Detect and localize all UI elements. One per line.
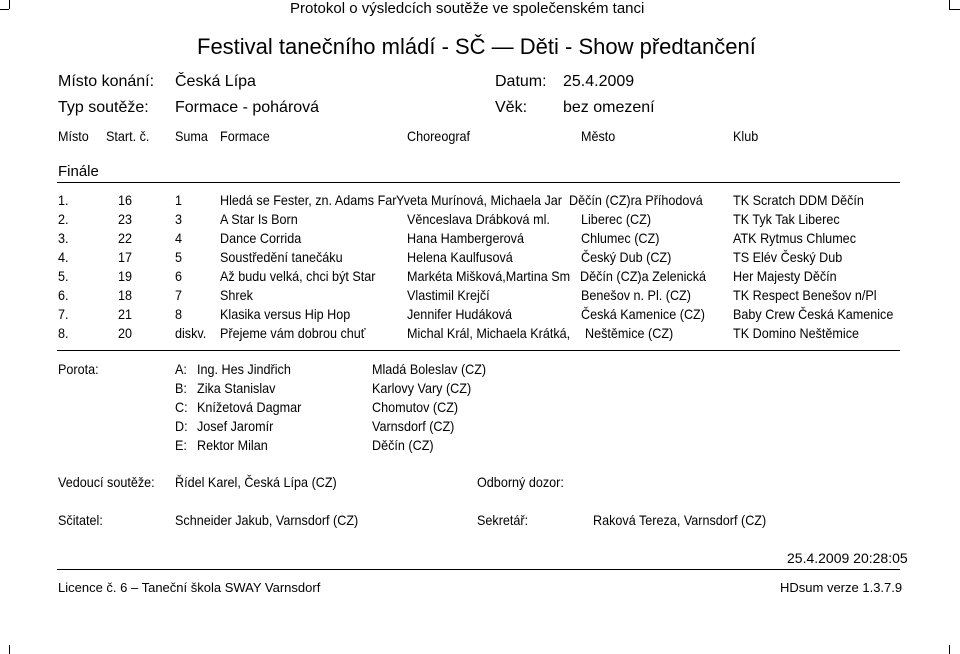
column-header-club: Klub <box>733 128 759 144</box>
cell-place: 2. <box>58 211 69 227</box>
secretary-label: Sekretář: <box>477 512 529 528</box>
divider-footer <box>57 569 900 570</box>
counter-label: Sčitatel: <box>58 512 103 528</box>
column-header-city: Město <box>581 128 616 144</box>
judge-name: Knížetová Dagmar <box>197 399 302 415</box>
judge-letter: D: <box>175 418 188 434</box>
table-row <box>0 306 960 324</box>
cell-choreographer: Hana Hambergerová <box>407 230 524 246</box>
cell-city: Benešov n. Pl. (CZ) <box>581 287 691 303</box>
cell-formation: Dance Corrida <box>220 230 302 246</box>
table-row <box>0 211 960 229</box>
cell-club: TK Scratch DDM Děčín <box>733 192 864 208</box>
list-item <box>0 418 960 437</box>
cell-choreographer: Jennifer Hudáková <box>407 306 513 322</box>
column-header-start: Start. č. <box>106 128 150 144</box>
cell-choreographer: Michal Král, Michaela Krátká, <box>407 325 571 341</box>
list-item <box>0 361 960 380</box>
cell-choreographer: Yveta Murínová, Michaela Jar <box>396 192 562 208</box>
cell-club: TK Domino Neštěmice <box>733 325 860 341</box>
table-row <box>0 325 960 343</box>
column-header-sum: Suma <box>175 128 208 144</box>
counter-value: Schneider Jakub, Varnsdorf (CZ) <box>175 512 359 528</box>
cell-place: 6. <box>58 287 69 303</box>
table-row <box>0 230 960 248</box>
cell-place: 3. <box>58 230 69 246</box>
page-title: Festival tanečního mládí - SČ — Děti - Show předtančení <box>197 34 756 59</box>
divider-results-bottom <box>57 350 900 351</box>
cell-start: 20 <box>118 325 133 341</box>
judge-name: Zika Stanislav <box>197 380 276 396</box>
table-row <box>0 192 960 210</box>
venue-label: Místo konání: <box>58 73 155 90</box>
cell-club: TK Tyk Tak Liberec <box>733 211 840 227</box>
list-item <box>0 437 960 456</box>
cell-sum: 5 <box>175 249 183 265</box>
cell-club: TK Respect Benešov n/Pl <box>733 287 877 303</box>
cell-formation: Shrek <box>220 287 253 303</box>
expert-label: Odborný dozor: <box>477 474 564 490</box>
cell-sum: 6 <box>175 268 183 284</box>
table-row <box>0 287 960 305</box>
cell-place: 1. <box>58 192 69 208</box>
corner-mark-left-h <box>0 9 9 10</box>
cell-club: Her Majesty Děčín <box>733 268 837 284</box>
results-table <box>0 192 960 344</box>
cell-city: Chlumec (CZ) <box>581 230 660 246</box>
judge-name: Ing. Hes Jindřich <box>197 361 291 377</box>
cell-start: 18 <box>118 287 133 303</box>
venue-value: Česká Lípa <box>175 73 256 90</box>
age-value: bez omezení <box>563 99 655 116</box>
judge-city: Karlovy Vary (CZ) <box>372 380 472 396</box>
list-item <box>0 399 960 418</box>
type-label: Typ soutěže: <box>58 99 149 116</box>
cell-start: 22 <box>118 230 133 246</box>
secretary-value: Raková Tereza, Varnsdorf (CZ) <box>593 512 767 528</box>
judge-name: Rektor Milan <box>197 437 268 453</box>
cell-choreographer: Věnceslava Drábková ml. <box>407 211 550 227</box>
cell-formation: Přejeme vám dobrou chuť <box>220 325 366 341</box>
cell-place: 4. <box>58 249 69 265</box>
list-item <box>0 380 960 399</box>
cell-start: 21 <box>118 306 133 322</box>
cell-city: Děčín (CZ)ra Příhodová <box>569 192 703 208</box>
protocol-heading: Protokol o výsledcích soutěže ve společenském tanci <box>290 0 645 17</box>
corner-mark-bottom-right <box>949 645 950 654</box>
cell-sum: diskv. <box>175 325 207 341</box>
column-header-choreographer: Choreograf <box>407 128 471 144</box>
judge-city: Děčín (CZ) <box>372 437 434 453</box>
cell-place: 8. <box>58 325 69 341</box>
cell-formation: Až budu velká, chci být Star <box>220 268 376 284</box>
cell-formation: A Star Is Born <box>220 211 298 227</box>
section-title-final: Finále <box>58 163 99 180</box>
cell-city: Liberec (CZ) <box>581 211 652 227</box>
jury-list <box>0 361 960 456</box>
print-timestamp: 25.4.2009 20:28:05 <box>787 550 908 566</box>
cell-sum: 4 <box>175 230 183 246</box>
leader-label: Vedoucí soutěže: <box>58 474 155 490</box>
date-label: Datum: <box>495 73 547 90</box>
cell-sum: 3 <box>175 211 183 227</box>
corner-mark-right-h <box>949 9 960 10</box>
corner-mark-left <box>9 0 10 9</box>
judge-name: Josef Jaromír <box>197 418 274 434</box>
type-value: Formace - pohárová <box>175 99 320 116</box>
judge-city: Chomutov (CZ) <box>372 399 459 415</box>
cell-place: 5. <box>58 268 69 284</box>
cell-formation: Klasika versus Hip Hop <box>220 306 351 322</box>
corner-mark-bottom-left <box>9 645 10 654</box>
cell-choreographer: Vlastimil Krejčí <box>407 287 490 303</box>
judge-letter: E: <box>175 437 187 453</box>
cell-sum: 8 <box>175 306 183 322</box>
judge-letter: B: <box>175 380 187 396</box>
table-row <box>0 268 960 286</box>
cell-sum: 1 <box>175 192 183 208</box>
divider-results-top <box>57 182 900 183</box>
cell-city: Český Dub (CZ) <box>581 249 672 265</box>
version-text: HDsum verze 1.3.7.9 <box>780 580 903 595</box>
cell-start: 23 <box>118 211 133 227</box>
cell-city: Neštěmice (CZ) <box>585 325 674 341</box>
age-label: Věk: <box>495 99 528 116</box>
cell-city: Česká Kamenice (CZ) <box>581 306 705 322</box>
jury-label: Porota: <box>58 361 99 377</box>
license-text: Licence č. 6 – Taneční škola SWAY Varnsdorf <box>58 580 321 595</box>
cell-start: 16 <box>118 192 133 208</box>
judge-city: Varnsdorf (CZ) <box>372 418 455 434</box>
judge-city: Mladá Boleslav (CZ) <box>372 361 487 377</box>
cell-formation: Hledá se Fester, zn. Adams Far <box>220 192 397 208</box>
leader-value: Řídel Karel, Česká Lípa (CZ) <box>175 474 337 490</box>
cell-club: TS Elév Český Dub <box>733 249 843 265</box>
cell-club: Baby Crew Česká Kamenice <box>733 306 894 322</box>
cell-start: 17 <box>118 249 133 265</box>
corner-mark-right <box>949 0 950 9</box>
judge-letter: A: <box>175 361 187 377</box>
column-header-formation: Formace <box>220 128 270 144</box>
date-value: 25.4.2009 <box>563 73 635 90</box>
cell-start: 19 <box>118 268 133 284</box>
cell-sum: 7 <box>175 287 183 303</box>
cell-choreographer: Helena Kaulfusová <box>407 249 513 265</box>
cell-place: 7. <box>58 306 69 322</box>
cell-club: ATK Rytmus Chlumec <box>733 230 857 246</box>
cell-city: Děčín (CZ)a Zelenická <box>580 268 707 284</box>
judge-letter: C: <box>175 399 188 415</box>
cell-formation: Soustředění tanečáku <box>220 249 343 265</box>
table-row <box>0 249 960 267</box>
cell-choreographer: Markéta Mišková,Martina Sm <box>407 268 571 284</box>
column-header-place: Místo <box>58 128 89 144</box>
